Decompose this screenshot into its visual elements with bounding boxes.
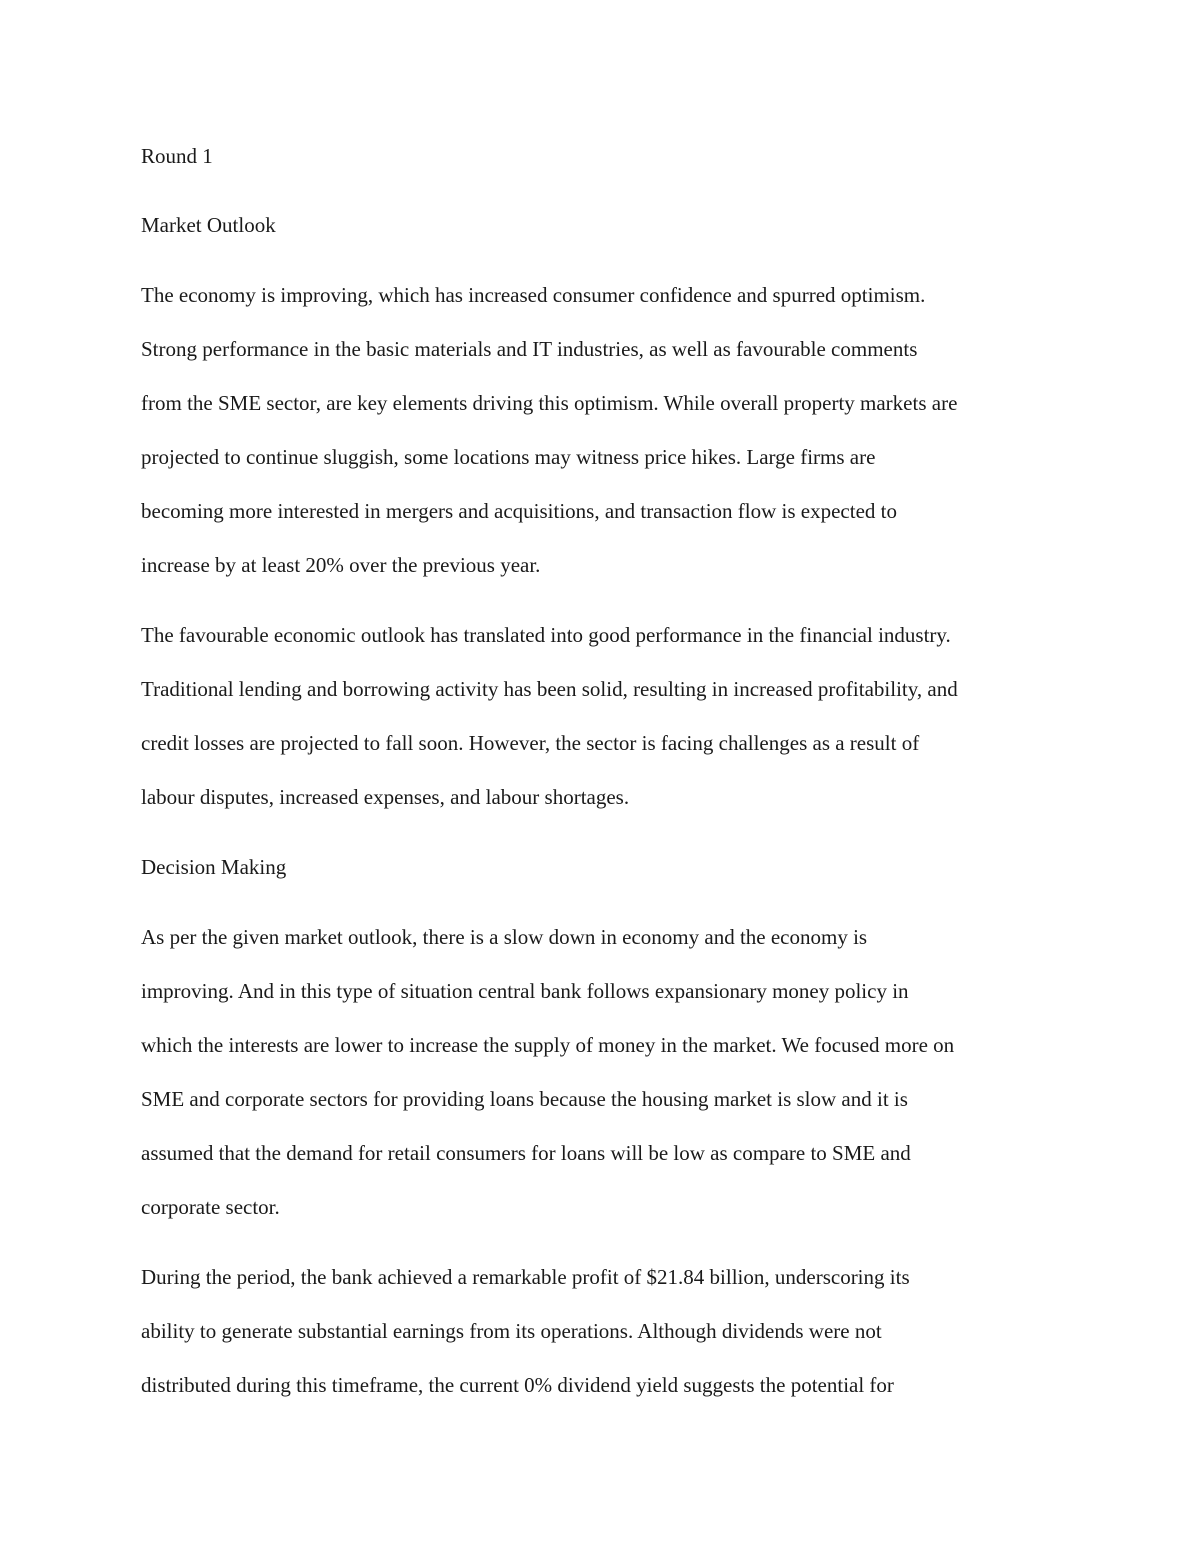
text-line: from the SME sector, are key elements driving this optimism. While overall property markets are (141, 391, 958, 415)
text-line: distributed during this timeframe, the current 0% dividend yield suggests the potential for (141, 1373, 894, 1397)
section-heading-decision-making: Decision Making (141, 855, 287, 879)
section-heading-market-outlook: Market Outlook (141, 213, 276, 237)
text-line: Traditional lending and borrowing activity has been solid, resulting in increased profitability, and (141, 677, 958, 701)
text-line: becoming more interested in mergers and acquisitions, and transaction flow is expected to (141, 499, 897, 523)
text-line: labour disputes, increased expenses, and labour shortages. (141, 785, 630, 809)
text-line: which the interests are lower to increase the supply of money in the market. We focused more on (141, 1033, 955, 1057)
text-line: As per the given market outlook, there is a slow down in economy and the economy is (141, 925, 868, 949)
text-line: improving. And in this type of situation central bank follows expansionary money policy in (141, 979, 909, 1003)
text-line: credit losses are projected to fall soon. However, the sector is facing challenges as a result of (141, 731, 920, 755)
text-line: Strong performance in the basic materials and IT industries, as well as favourable comments (141, 337, 918, 361)
text-line: ability to generate substantial earnings from its operations. Although dividends were not (141, 1319, 882, 1343)
text-line: During the period, the bank achieved a remarkable profit of $21.84 billion, underscoring its (141, 1265, 910, 1289)
text-line: assumed that the demand for retail consumers for loans will be low as compare to SME and (141, 1141, 911, 1165)
text-line: SME and corporate sectors for providing loans because the housing market is slow and it is (141, 1087, 908, 1111)
text-line: The economy is improving, which has increased consumer confidence and spurred optimism. (141, 283, 926, 307)
text-line: corporate sector. (141, 1195, 280, 1219)
text-line: The favourable economic outlook has translated into good performance in the financial industry. (141, 623, 951, 647)
text-line: projected to continue sluggish, some locations may witness price hikes. Large firms are (141, 445, 876, 469)
document-title: Round 1 (141, 144, 213, 168)
text-line: increase by at least 20% over the previous year. (141, 553, 541, 577)
